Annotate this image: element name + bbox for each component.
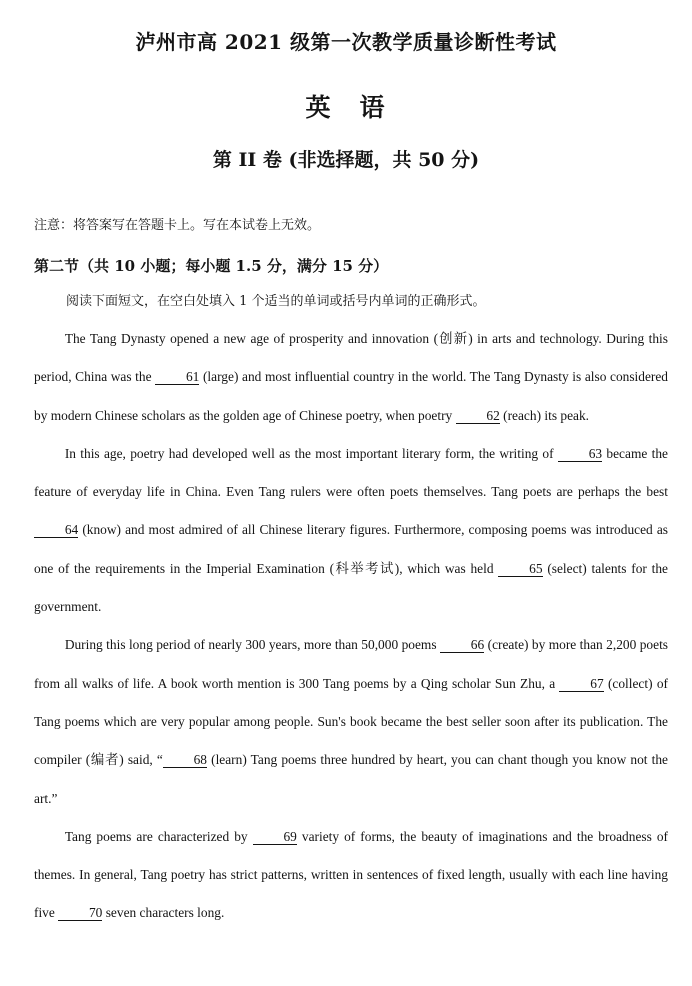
passage-text: (learn) Tang poems three hundred by heart, you can chant though you know not the art.” bbox=[34, 752, 668, 806]
subject-title: 英 语 bbox=[305, 93, 387, 122]
passage-text: variety of forms, the beauty of imaginations and the broadness of themes. In general, Tang poetry has strict patterns, written in sentences of fixed length, usually with each line having five bbox=[34, 828, 668, 921]
passage-text: (create) by more than 2,200 poets from all walks of life. A book worth mention is 300 Tang poems by a Qing scholar Sun Zhu, a bbox=[34, 637, 668, 691]
passage-text: seven characters long. bbox=[102, 905, 225, 921]
answer-notice: 注意：将答案写在答题卡上。写在本试卷上无效。 bbox=[34, 218, 321, 233]
section-instruction: 阅读下面短文，在空白处填入 1 个适当的单词或括号内单词的正确形式。 bbox=[66, 294, 486, 309]
passage-paragraph-3 bbox=[34, 626, 668, 817]
blank-68: 68 bbox=[163, 752, 207, 768]
volume-title: 第 II 卷 (非选择题，共 50 分) bbox=[212, 149, 480, 171]
passage-text: Tang poems are characterized by bbox=[64, 828, 253, 844]
section-heading: 第二节（共 10 小题；每小题 1.5 分，满分 15 分） bbox=[34, 257, 389, 275]
passage-paragraph-4 bbox=[34, 818, 668, 933]
passage-text: (reach) its peak. bbox=[499, 407, 590, 423]
passage-text: became the feature of everyday life in China. Even Tang rulers were often poets themselves. Tang poets are perhaps the best bbox=[34, 445, 668, 500]
blank-70: 70 bbox=[58, 905, 102, 921]
passage-text: (select) talents for the government. bbox=[34, 560, 668, 615]
blank-69: 69 bbox=[253, 829, 297, 845]
passage-text: During this long period of nearly 300 years, more than 50,000 poems bbox=[64, 637, 440, 653]
blank-65: 65 bbox=[498, 561, 542, 577]
passage-text: (collect) of Tang poems which are very popular among people. Sun's book became the best seller soon after its publication. The compiler (编者) said, “ bbox=[34, 675, 668, 768]
blank-64: 64 bbox=[34, 522, 78, 538]
blank-61: 61 bbox=[155, 369, 199, 385]
blank-66: 66 bbox=[440, 637, 484, 653]
blank-62: 62 bbox=[456, 408, 500, 424]
passage-paragraph-1 bbox=[34, 320, 668, 435]
blank-63: 63 bbox=[558, 446, 602, 462]
passage-text: (large) and most influential country in the world. The Tang Dynasty is also considered by modern Chinese scholars as the golden age of Chinese poetry, when poetry bbox=[34, 369, 668, 423]
passage-paragraph-2 bbox=[34, 435, 668, 626]
passage-text: In this age, poetry had developed well as the most important literary form, the writing of bbox=[64, 445, 558, 461]
passage-text: (know) and most admired of all Chinese literary figures. Furthermore, composing poems was introduced as one of the requirements in the Imperial Examination (科举考试), which was held bbox=[34, 522, 668, 576]
passage-text: The Tang Dynasty opened a new age of prosperity and innovation (创新) in arts and technology. During this period, China was the bbox=[34, 331, 668, 385]
reading-passage bbox=[34, 320, 668, 933]
exam-title: 泸州市高 2021 级第一次教学质量诊断性考试 bbox=[135, 30, 557, 54]
blank-67: 67 bbox=[559, 676, 603, 692]
